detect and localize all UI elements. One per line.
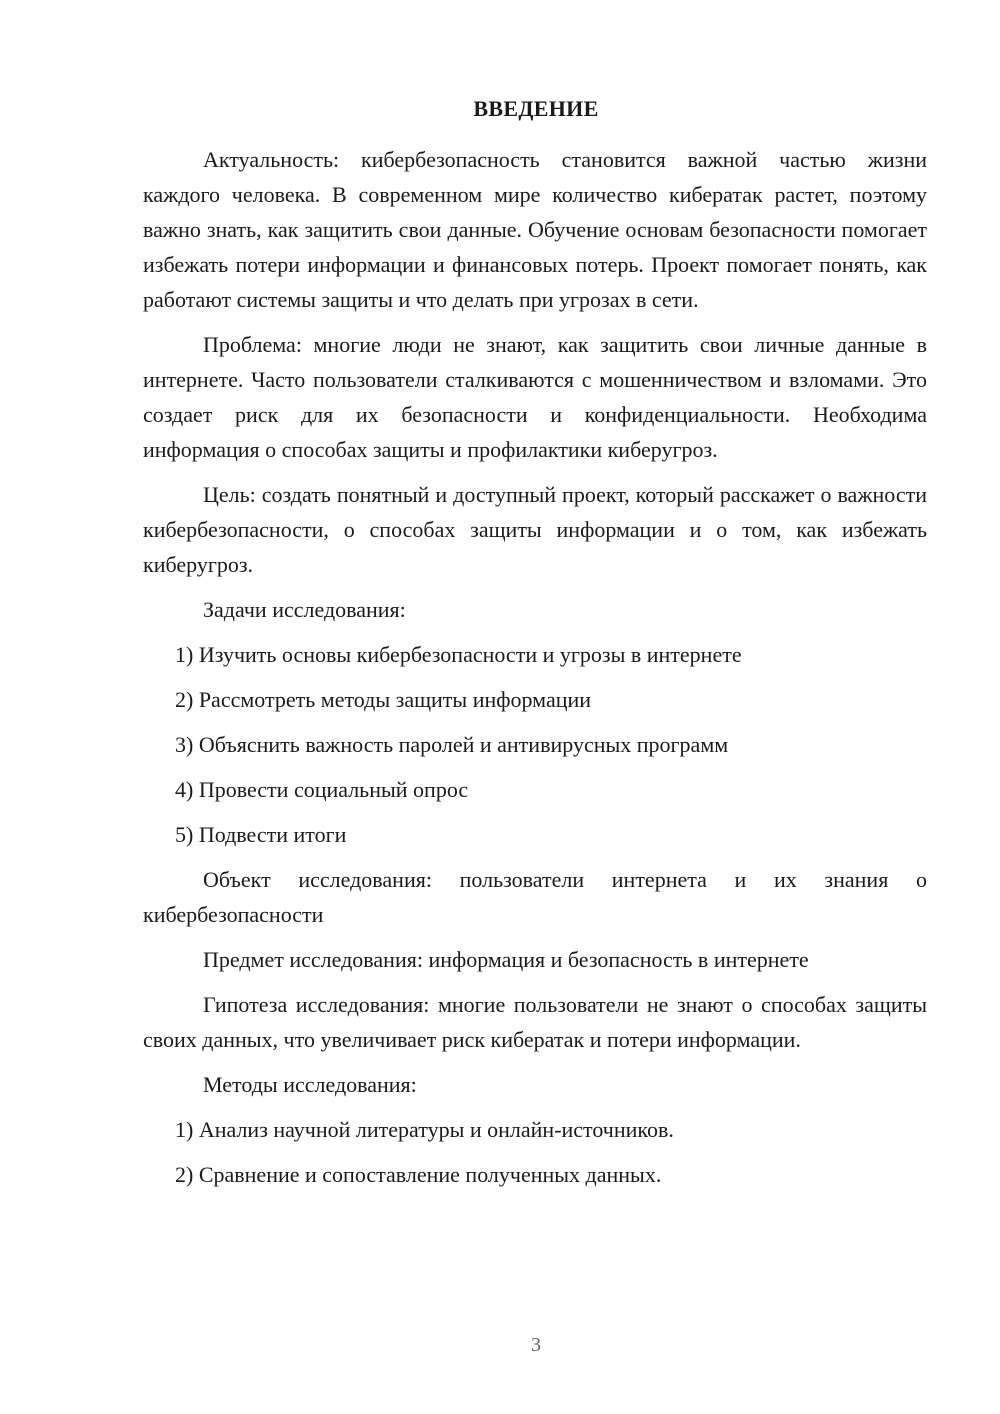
list-item: 1) Изучить основы кибербезопасности и угрозы в интернете <box>175 642 742 667</box>
object-paragraph: Объект исследования: пользователи интернета и их знания о кибербезопасности <box>143 867 927 927</box>
document-body <box>143 142 927 1202</box>
relevance-paragraph: Актуальность: кибербезопасность становится важной частью жизни каждого человека. В современном мире количество кибератак растет, поэтому важно знать, как защитить свои данные. Обучение основам безопасности помогает избежать потери информации и финансовых потерь. Проект помогает понять, как работают системы защиты и что делать при угрозах в сети. <box>143 147 927 312</box>
list-item: 2) Рассмотреть методы защиты информации <box>175 687 592 712</box>
methods-list <box>143 1112 927 1192</box>
tasks-list <box>143 637 927 852</box>
problem-paragraph: Проблема: многие люди не знают, как защитить свои личные данные в интернете. Часто пользователи сталкиваются с мошенничеством и взломами. Это создает риск для их безопасности и конфиденциальности. Необходима информация о способах защиты и профилактики киберугроз. <box>143 332 927 462</box>
list-item: 3) Объяснить важность паролей и антивирусных программ <box>175 732 729 757</box>
list-item: 4) Провести социальный опрос <box>175 777 469 802</box>
list-item: 5) Подвести итоги <box>175 822 347 847</box>
subject-paragraph: Предмет исследования: информация и безопасность в интернете <box>203 947 809 972</box>
methods-heading: Методы исследования: <box>203 1072 417 1097</box>
list-item: 1) Анализ научной литературы и онлайн-источников. <box>175 1117 674 1142</box>
hypothesis-paragraph: Гипотеза исследования: многие пользователи не знают о способах защиты своих данных, что увеличивает риск кибератак и потери информации. <box>143 992 927 1052</box>
page-title: ВВЕДЕНИЕ <box>473 96 599 121</box>
list-item: 2) Сравнение и сопоставление полученных данных. <box>175 1162 662 1187</box>
page-number: 3 <box>531 1334 541 1356</box>
goal-paragraph: Цель: создать понятный и доступный проект, который расскажет о важности кибербезопасности, о способах защиты информации и о том, как избежать киберугроз. <box>143 482 927 577</box>
tasks-heading: Задачи исследования: <box>203 597 406 622</box>
